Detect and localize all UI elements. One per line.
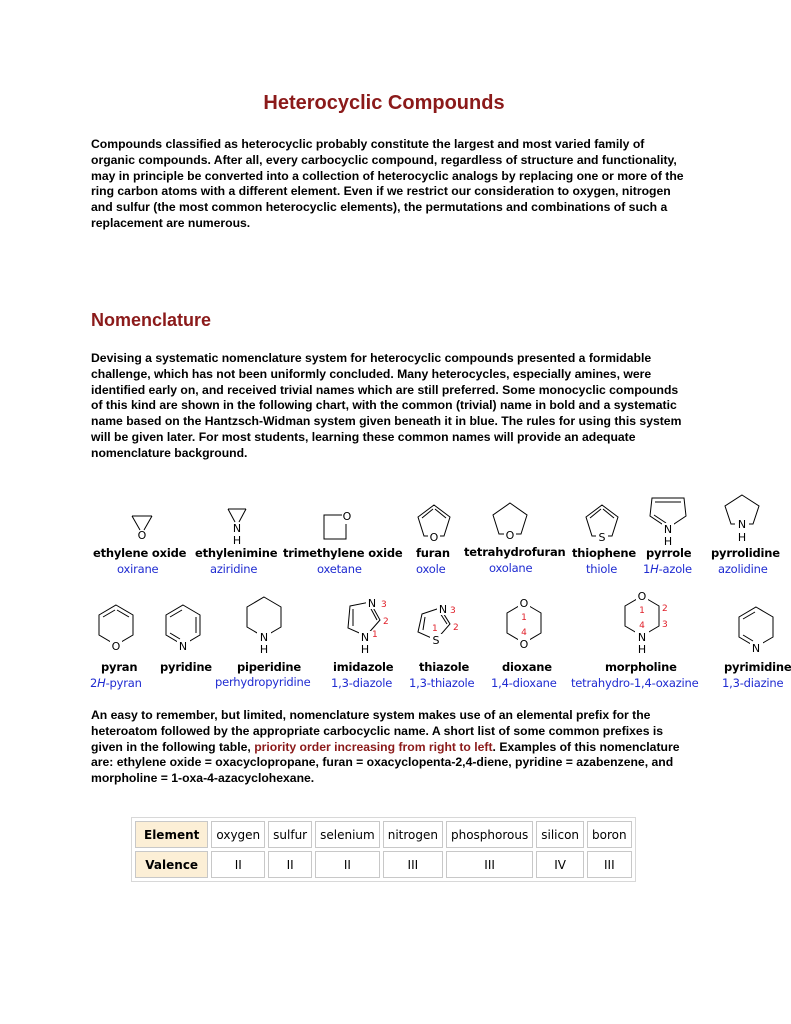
nitrogen-atom: N	[232, 522, 242, 535]
element-cell: phosphorous	[446, 821, 533, 848]
oxygen-atom: O	[137, 529, 147, 542]
sulfur-atom: S	[598, 531, 606, 544]
furan-name: furan	[416, 546, 450, 560]
element-cell: silicon	[536, 821, 584, 848]
element-cell: oxygen	[211, 821, 265, 848]
locant-1: 1	[432, 624, 438, 634]
oxirane-name: oxirane	[117, 562, 159, 576]
1-3-diazine-name: 1,3-diazine	[722, 676, 784, 690]
prefix-text-start: An easy to remember, but limited, nomenclature system makes use of an elemental prefix for the heteroatom followed by the appropriate carbocyclic name. A short list of some common prefixes is given in the following table,	[91, 708, 664, 754]
intro-paragraph: Compounds classified as heterocyclic probably constitute the largest and most varied family of organic compounds. After all, every carbocyclic compound, regardless of structure and functionality, may in principle be converted into a collection of heterocyclic analogs by replacing one or more of the ring carbon atoms with a different element. Even if we restrict our consideration to oxygen, nitrogen and sulfur (the most common heterocyclic elements), the permutations and combinations of such a replacement are numerous.	[91, 137, 684, 230]
imidazole-structure	[344, 596, 392, 656]
oxolane-name: oxolane	[489, 561, 533, 575]
valence-cell: III	[587, 851, 632, 878]
hydrogen-atom: H	[360, 643, 370, 656]
tetrahydrofuran-name: tetrahydrofuran	[464, 545, 566, 559]
nitrogen-atom: N	[360, 631, 370, 644]
oxygen-atom: O	[111, 640, 121, 653]
nitrogen-atom: N	[637, 631, 647, 644]
ethylene-oxide-name: ethylene oxide	[93, 546, 187, 560]
nitrogen-atom: N	[438, 603, 448, 616]
locant-2: 2	[662, 604, 668, 614]
pyrrole-structure	[648, 490, 688, 548]
imidazole-name: imidazole	[333, 660, 394, 674]
piperidine-structure	[244, 594, 284, 656]
pyrimidine-name: pyrimidine	[724, 660, 791, 674]
locant-3: 3	[662, 620, 668, 630]
oxygen-atom: O	[519, 597, 529, 610]
nitrogen-atom: N	[751, 642, 761, 655]
locant-3: 3	[450, 606, 456, 616]
nomenclature-paragraph: Devising a systematic nomenclature system for heterocyclic compounds presented a formidable challenge, which has not been uniformly concluded. Many heterocycles, especially amines, were identified early on, and received trivial names which are still preferred. Some monocyclic compounds of this kind are shown in the following chart, with the common (trivial) name in bold and a systematic name based on the Hantzsch-Widman system given beneath it in blue. The rules for using this system will be given later. For most students, learning these common names will provide an adequate nomenclature background.	[91, 351, 682, 460]
locant-1: 1	[521, 613, 527, 623]
hydrogen-atom: H	[637, 643, 647, 656]
ethylene-oxide-structure	[128, 508, 158, 544]
nitrogen-atom: N	[367, 597, 377, 610]
oxygen-atom: O	[637, 590, 647, 603]
pyrrolidine-name: pyrrolidine	[711, 546, 780, 560]
locant-2: 2	[453, 623, 459, 633]
page-title: Heterocyclic Compounds	[263, 92, 505, 114]
thiazole-structure	[414, 602, 464, 650]
locant-2: 2	[383, 617, 389, 627]
prefix-paragraph	[91, 708, 691, 787]
pyran-structure	[96, 602, 136, 656]
valence-row	[135, 851, 632, 878]
ethylenimine-name: ethylenimine	[195, 546, 278, 560]
valence-cell: II	[268, 851, 312, 878]
priority-order-highlight: priority order increasing from right to left	[254, 739, 493, 754]
hydrogen-atom: H	[232, 534, 242, 547]
nitrogen-atom: N	[663, 523, 673, 536]
1-3-thiazole-name: 1,3-thiazole	[409, 676, 475, 690]
thiophene-name: thiophene	[572, 546, 636, 560]
hydrogen-atom: H	[259, 643, 269, 656]
oxole-name: oxole	[416, 562, 446, 576]
nitrogen-atom: N	[178, 640, 188, 653]
valence-cell: II	[315, 851, 380, 878]
nitrogen-atom: N	[737, 518, 747, 531]
pyran-name: pyran	[101, 660, 138, 674]
ethylenimine-structure	[222, 505, 252, 547]
morpholine-name: morpholine	[605, 660, 677, 674]
tetrahydro-oxazine-name: tetrahydro-1,4-oxazine	[571, 676, 699, 690]
pyridine-name: pyridine	[160, 660, 212, 674]
valence-cell: II	[211, 851, 265, 878]
element-valence-table	[131, 817, 636, 882]
valence-cell: IV	[536, 851, 584, 878]
valence-header: Valence	[135, 851, 208, 878]
aziridine-name: aziridine	[210, 562, 258, 576]
oxetane-structure	[320, 510, 356, 542]
oxetane-name: oxetane	[317, 562, 362, 576]
hydrogen-atom: H	[663, 535, 673, 548]
hydrogen-atom: H	[737, 531, 747, 544]
azolidine-name: azolidine	[718, 562, 768, 576]
element-row	[135, 821, 632, 848]
element-cell: sulfur	[268, 821, 312, 848]
1h-azole-name: 1H-azole	[643, 562, 692, 576]
element-cell: nitrogen	[383, 821, 443, 848]
nitrogen-atom: N	[259, 631, 269, 644]
oxygen-atom: O	[429, 531, 439, 544]
oxygen-atom: O	[519, 638, 529, 651]
thiazole-name: thiazole	[419, 660, 470, 674]
tetrahydrofuran-structure	[490, 500, 530, 542]
element-header: Element	[135, 821, 208, 848]
nomenclature-heading: Nomenclature	[91, 310, 212, 330]
thiophene-structure	[582, 502, 622, 544]
trimethylene-oxide-name: trimethylene oxide	[283, 546, 403, 560]
locant-3: 3	[381, 600, 387, 610]
element-cell: boron	[587, 821, 632, 848]
sulfur-atom: S	[432, 634, 440, 647]
locant-1: 1	[372, 630, 378, 640]
perhydropyridine-name: perhydropyridine	[215, 675, 311, 689]
locant-4: 4	[521, 628, 527, 638]
valence-cell: III	[446, 851, 533, 878]
oxygen-atom: O	[505, 529, 515, 542]
1-3-diazole-name: 1,3-diazole	[331, 676, 393, 690]
1-4-dioxane-name: 1,4-dioxane	[491, 676, 557, 690]
locant-1: 1	[639, 606, 645, 616]
pyrrole-name: pyrrole	[646, 546, 692, 560]
piperidine-name: piperidine	[237, 660, 301, 674]
dioxane-name: dioxane	[502, 660, 552, 674]
2h-pyran-name: 2H-pyran	[90, 676, 142, 690]
pyrimidine-structure	[736, 604, 768, 654]
pyrrolidine-structure	[722, 492, 762, 550]
thiole-name: thiole	[586, 562, 618, 576]
locant-4: 4	[639, 621, 645, 631]
morpholine-structure	[620, 590, 670, 656]
valence-cell: III	[383, 851, 443, 878]
oxygen-atom: O	[342, 510, 352, 523]
element-cell: selenium	[315, 821, 380, 848]
pyridine-structure	[163, 602, 203, 656]
dioxane-structure	[504, 596, 544, 658]
furan-structure	[414, 502, 454, 544]
prefix-text-end: . Examples of this nomenclature are: ethylene oxide = oxacyclopropane, furan = oxacyclopenta-2,4-diene, pyridine = azabenzene, and morpholine = 1-oxa-4-azacyclohexane.	[91, 739, 680, 786]
